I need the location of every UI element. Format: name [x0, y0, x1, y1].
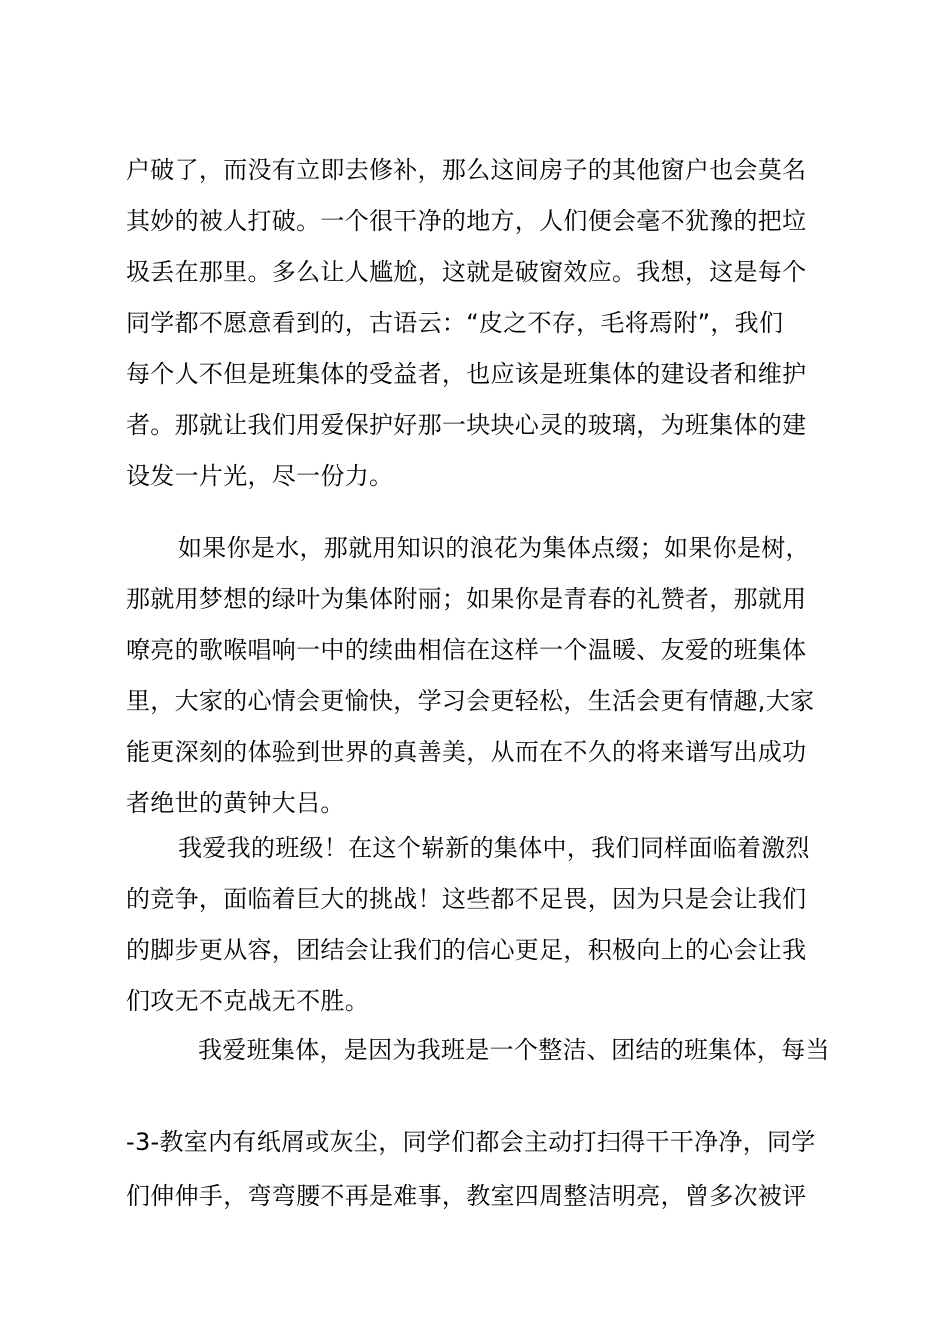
- text-line: 的竞争，面临着巨大的挑战！这些都不足畏，因为只是会让我们: [126, 885, 807, 913]
- text-line: 能更深刻的体验到世界的真善美，从而在不久的将来谱写出成功: [126, 738, 807, 766]
- text-line: 圾丢在那里。多么让人尴尬，这就是破窗效应。我想，这是每个: [126, 258, 807, 286]
- text-line: 户破了，而没有立即去修补，那么这间房子的其他窗户也会莫名: [126, 156, 807, 184]
- text-line: 每个人不但是班集体的受益者，也应该是班集体的建设者和维护: [126, 360, 807, 388]
- text-line: 们伸伸手，弯弯腰不再是难事，教室四周整洁明亮，曾多次被评: [126, 1182, 807, 1210]
- text-line: 们攻无不克战无不胜。: [126, 987, 369, 1015]
- text-line: 者。那就让我们用爱保护好那一块块心灵的玻璃，为班集体的建: [126, 411, 807, 439]
- text-line: 设发一片光，尽一份力。: [126, 462, 394, 490]
- paragraph-first-line: 我爱我的班级！在这个崭新的集体中，我们同样面临着激烈: [178, 834, 810, 862]
- paragraph-first-line: 我爱班集体，是因为我班是一个整洁、团结的班集体，每当: [198, 1036, 830, 1064]
- text-line: 的脚步更从容，团结会让我们的信心更足，积极向上的心会让我: [126, 936, 807, 964]
- paragraph-first-line: 如果你是水，那就用知识的浪花为集体点缀；如果你是树，: [178, 534, 810, 562]
- text-line: 者绝世的黄钟大吕。: [126, 789, 345, 817]
- page-break-line: -3-教室内有纸屑或灰尘，同学们都会主动打扫得干干净净，同学: [126, 1128, 816, 1156]
- text-line: 同学都不愿意看到的，古语云：“皮之不存，毛将焉附”，我们: [126, 309, 784, 337]
- text-line: 其妙的被人打破。一个很干净的地方，人们便会毫不犹豫的把垃: [126, 207, 807, 235]
- text-line: 里，大家的心情会更愉快，学习会更轻松，生活会更有情趣,大家: [126, 687, 815, 715]
- text-line: 那就用梦想的绿叶为集体附丽；如果你是青春的礼赞者，那就用: [126, 585, 807, 613]
- text-line: 嘹亮的歌喉唱响一中的续曲相信在这样一个温暖、友爱的班集体: [126, 636, 807, 664]
